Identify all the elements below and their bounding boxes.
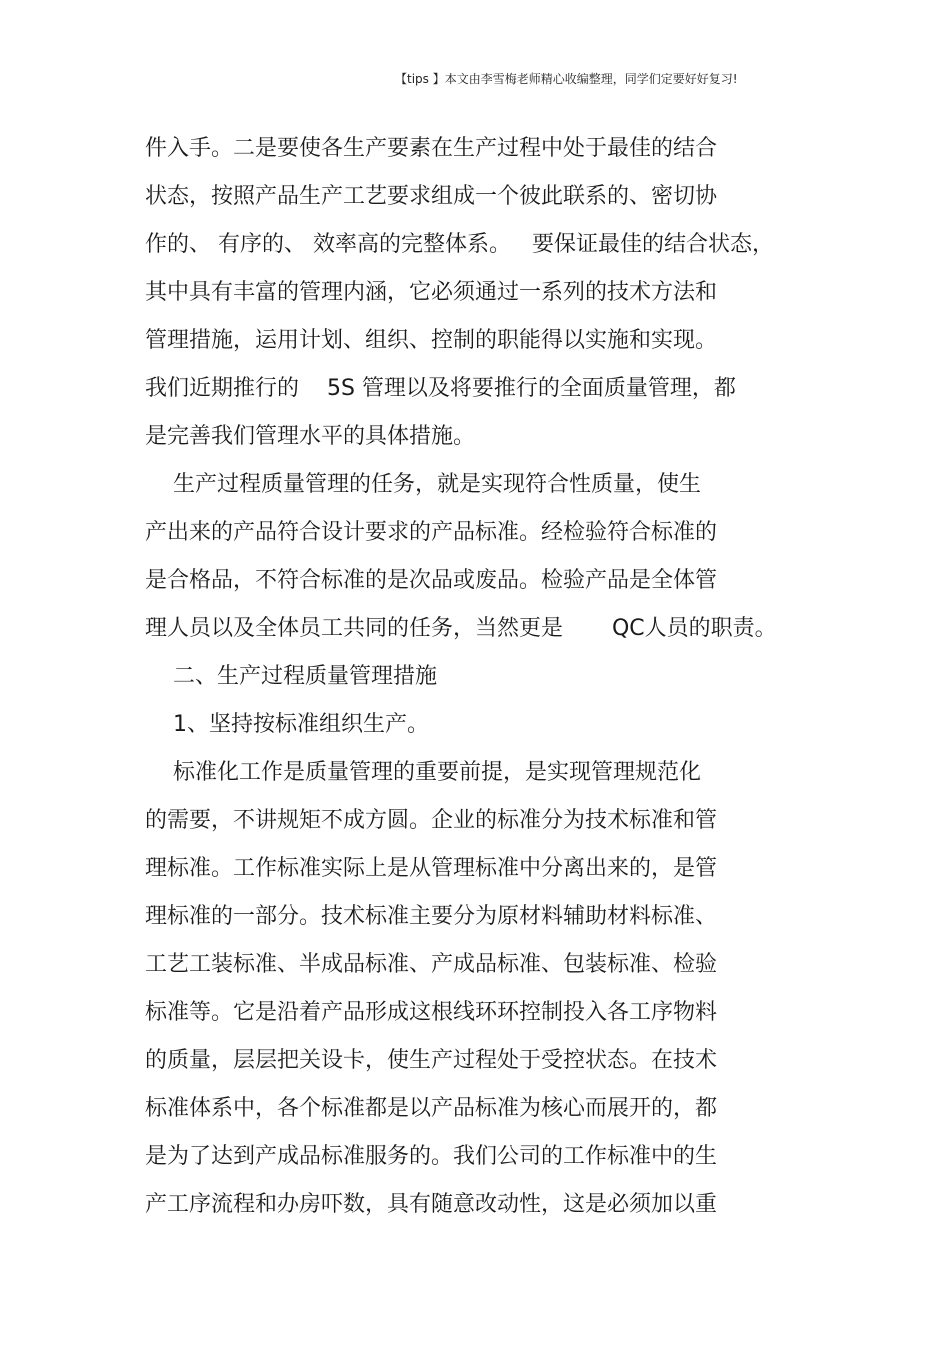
text-line: 产工序流程和办房吓数，具有随意改动性，这是必须加以重 (145, 1192, 718, 1217)
subsection-heading: 1、坚持按标准组织生产。 (145, 712, 429, 737)
text-line: 件入手。二是要使各生产要素在生产过程中处于最佳的结合 (145, 136, 718, 161)
header-tips-note: 【tips 】本文由李雪梅老师精心收编整理，同学们定要好好复习! (395, 72, 738, 86)
text-line: 标准等。它是沿着产品形成这根线环环控制投入各工序物料 (145, 1000, 718, 1025)
section-heading: 二、生产过程质量管理措施 (145, 664, 437, 689)
text-line: 的质量，层层把关设卡，使生产过程处于受控状态。在技术 (145, 1048, 718, 1073)
document-body (145, 125, 825, 1229)
text-line: 作的、 有序的、 效率高的完整体系。 要保证最佳的结合状态， (145, 232, 774, 257)
text-line: 是合格品，不符合标准的是次品或废品。检验产品是全体管 (145, 568, 718, 593)
text-line: 标准体系中，各个标准都是以产品标准为核心而展开的，都 (145, 1096, 718, 1121)
text-line: 是为了达到产成品标准服务的。我们公司的工作标准中的生 (145, 1144, 718, 1169)
text-line: 是完善我们管理水平的具体措施。 (145, 424, 476, 449)
text-line: 标准化工作是质量管理的重要前提，是实现管理规范化 (145, 760, 701, 785)
text-line: 状态，按照产品生产工艺要求组成一个彼此联系的、密切协 (145, 184, 718, 209)
text-line: 理标准的一部分。技术标准主要分为原材料辅助材料标准、 (145, 904, 718, 929)
text-line: 其中具有丰富的管理内涵，它必须通过一系列的技术方法和 (145, 280, 718, 305)
text-line: 管理措施，运用计划、组织、控制的职能得以实施和实现。 (145, 328, 718, 353)
text-line: 产出来的产品符合设计要求的产品标准。经检验符合标准的 (145, 520, 718, 545)
text-line: 的需要，不讲规矩不成方圆。企业的标准分为技术标准和管 (145, 808, 718, 833)
text-line: 工艺工装标准、半成品标准、产成品标准、包装标准、检验 (145, 952, 718, 977)
text-line: 理标准。工作标准实际上是从管理标准中分离出来的，是管 (145, 856, 718, 881)
text-line: 我们近期推行的 5S 管理以及将要推行的全面质量管理，都 (145, 376, 736, 401)
text-line: 生产过程质量管理的任务，就是实现符合性质量，使生 (145, 472, 701, 497)
text-line: 理人员以及全体员工共同的任务，当然更是 QC人员的职责。 (145, 616, 777, 641)
